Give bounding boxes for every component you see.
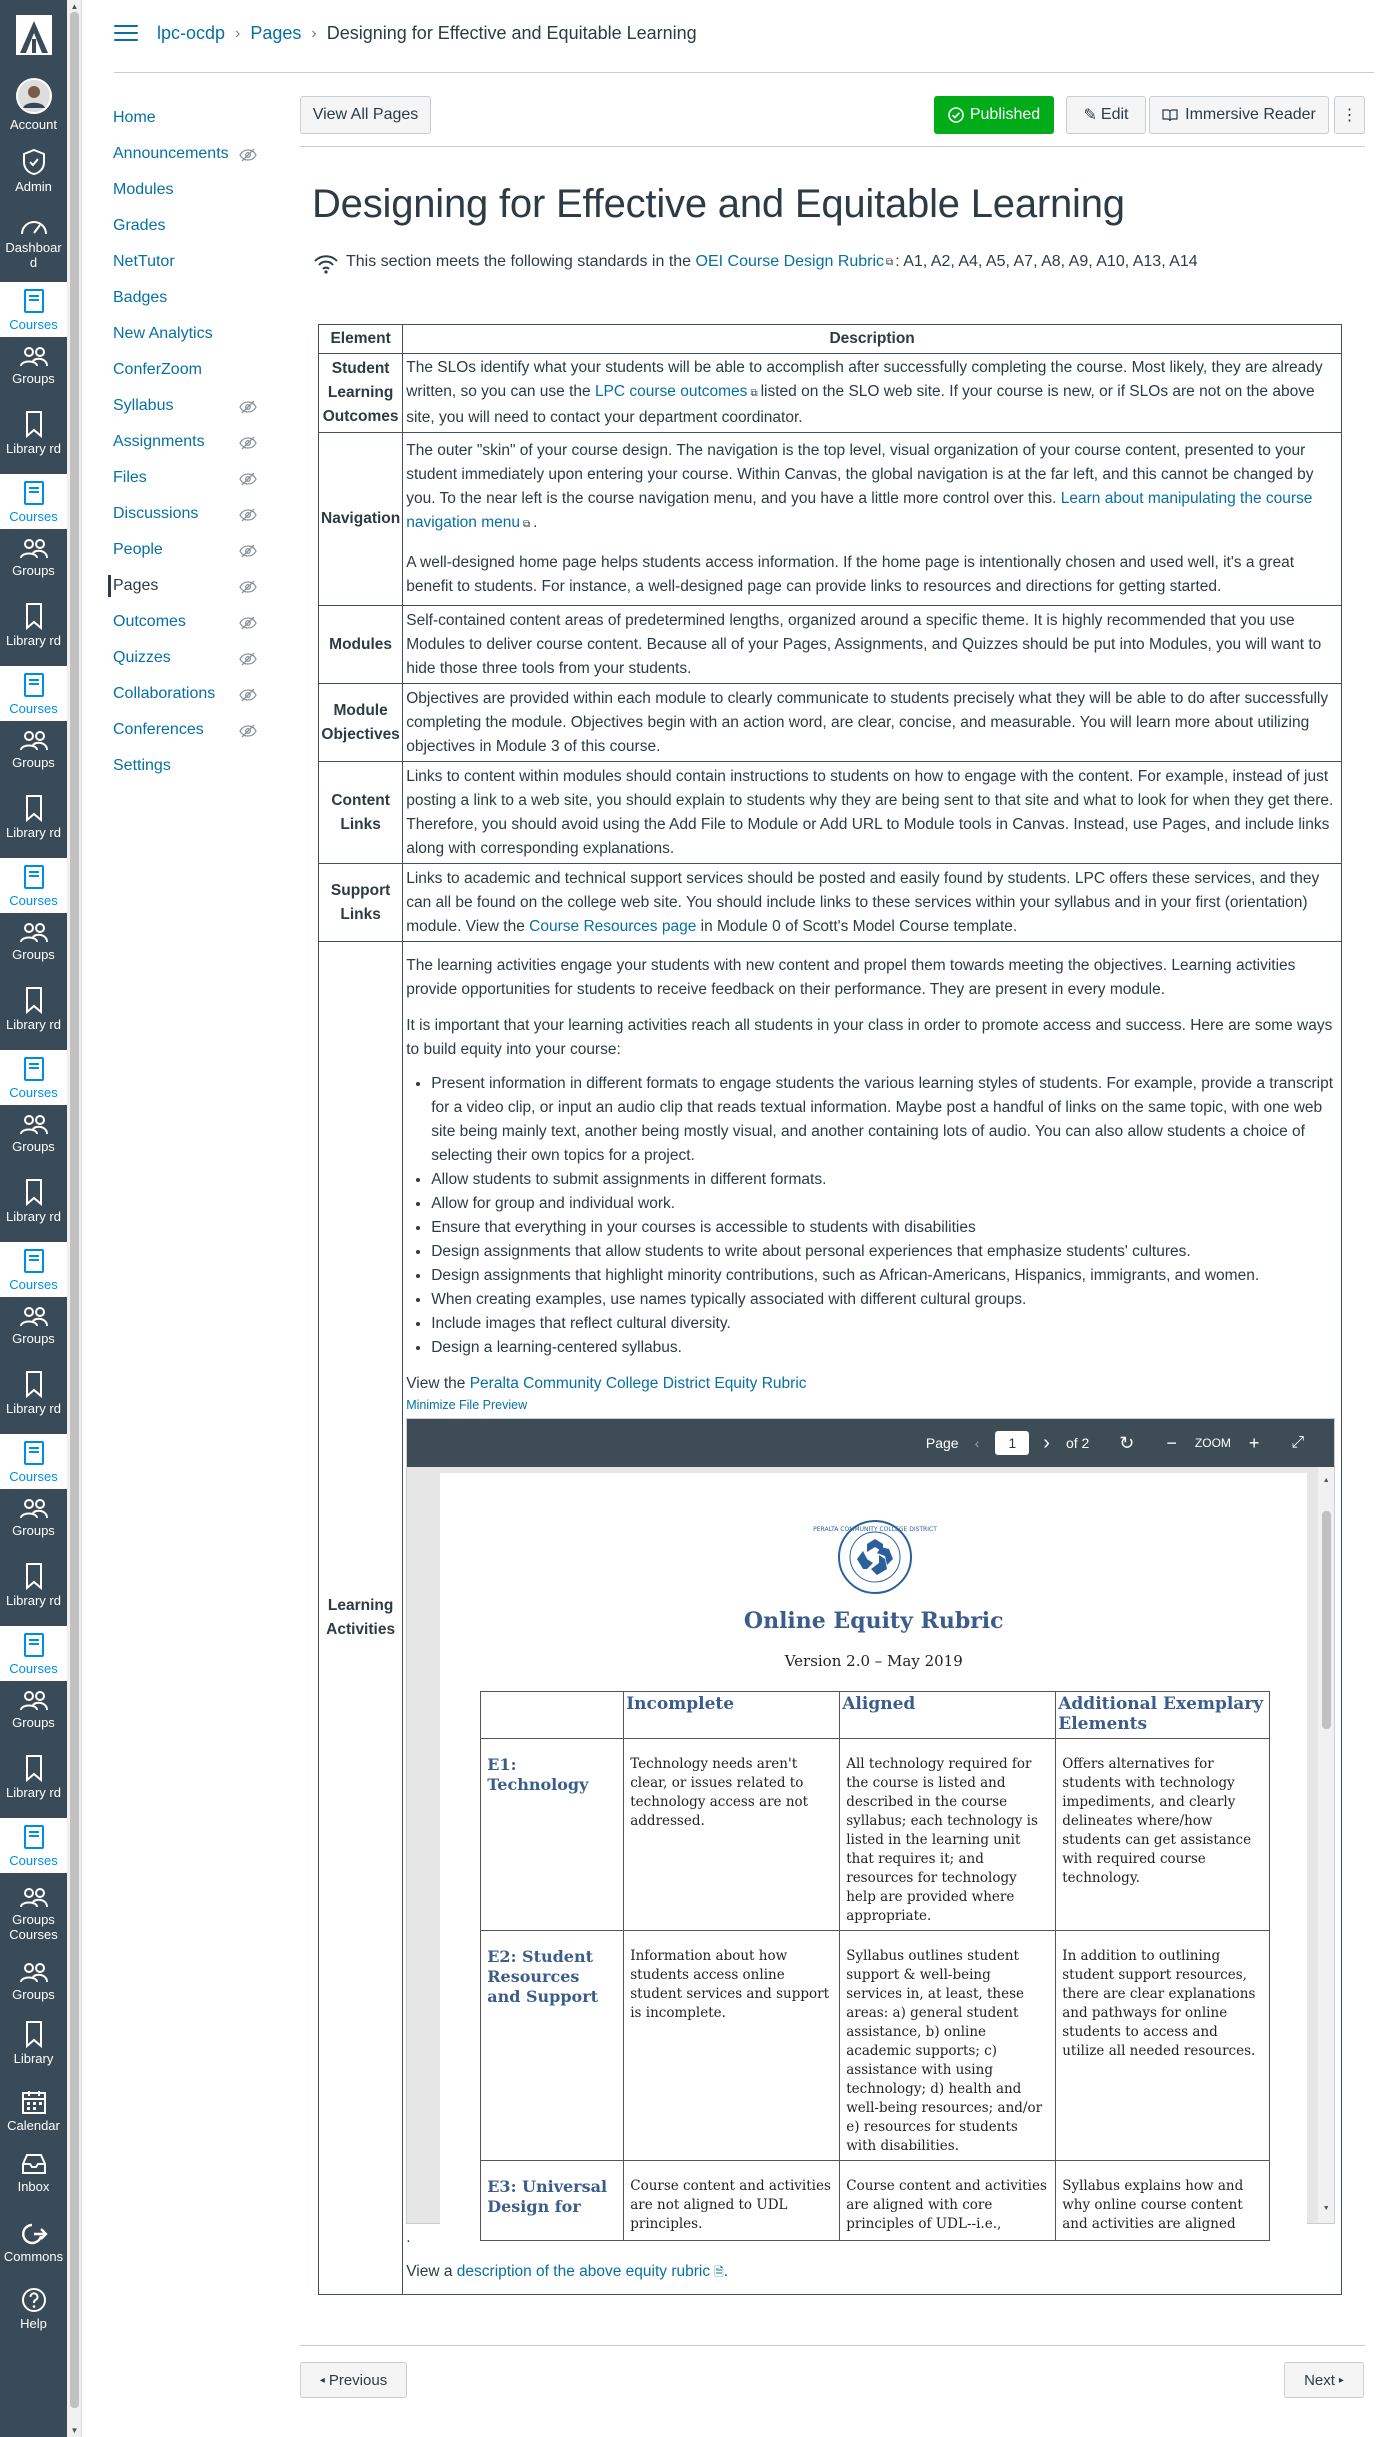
gn-groups-9[interactable]	[0, 1873, 67, 1953]
standards-note	[312, 250, 1198, 274]
gn-courses-8[interactable]	[0, 1626, 67, 1681]
rubric-header-row	[481, 1692, 1270, 1739]
global-nav-label: Courses	[9, 1660, 58, 1676]
rubric-row-header: E3: Universal Design for	[481, 2161, 624, 2241]
pdf-page	[440, 1473, 1307, 2232]
published-label: Published	[969, 106, 1041, 123]
course-nav-label: Conferences	[113, 721, 204, 738]
element-name: Content Links	[331, 791, 390, 833]
global-nav-label: Courses	[9, 1276, 58, 1292]
commons-arrow-icon	[20, 2222, 48, 2246]
global-nav-label: Library rd	[6, 441, 61, 456]
element-description: The outer "skin" of your course design. The navigation is the top level, visual organization of your course content, presented to your student immediately upon entering your course. Within Canvas, the global navigation is at the far left, and this cannot be changed by you. To the near left is the course navigation menu, and you have a little more control over this. Learn about manipulating the course navigation menu ⧉ . A well-designed home page helps students access information. If the home page is intentionally chosen and used well, it's a great benefit to students. For instance, a well-designed page can provide links to resources and directions for getting started.	[403, 433, 1342, 606]
element-name: Navigation	[321, 510, 401, 527]
kebab-menu-icon: ⋮	[1341, 107, 1358, 124]
list-item: • Design assignments that highlight minority contributions, such as African-Americans, Hispanics, immigrants, and women.	[431, 1264, 1338, 1288]
breadcrumb	[157, 23, 697, 44]
library-bookmark-icon	[23, 986, 45, 1014]
breadcrumb-course-link[interactable]: lpc-ocdp	[157, 23, 226, 43]
gn-library-8[interactable]	[0, 1736, 67, 1818]
global-nav-label: Help	[20, 2316, 47, 2331]
groups-people-icon	[19, 728, 49, 752]
gn-account[interactable]	[0, 70, 67, 140]
gn-courses-9[interactable]	[0, 1818, 67, 1873]
check-circle-icon	[948, 107, 964, 123]
global-nav-label: Library rd	[6, 1593, 61, 1608]
library-bookmark-icon	[23, 410, 45, 438]
global-nav-label: Library rd	[6, 825, 61, 840]
library-bookmark-icon	[23, 1178, 45, 1206]
gn-groups-7[interactable]	[0, 1489, 67, 1544]
page-count: of 2	[1065, 1435, 1090, 1451]
page-label: Page	[925, 1435, 959, 1451]
table-row	[319, 433, 1342, 606]
hidden-eye-slash-icon	[239, 676, 257, 712]
global-nav-label: Account	[10, 117, 57, 132]
global-navigation	[0, 0, 67, 2437]
zoom-label: ZOOM	[1194, 1436, 1231, 1450]
global-nav-label: Groups Courses	[9, 1911, 58, 1942]
rubric-cell: Syllabus outlines student support & well-being services in, at least, these areas: a) general student assistance, b) online academic supports; c) assistance with using technology; d) health and well-being resources; and/or e) resources for students with disabilities.	[840, 1931, 1056, 2161]
course-nav-label: Discussions	[113, 505, 199, 522]
global-nav-label: Inbox	[17, 2179, 50, 2194]
oei-rubric-link[interactable]: OEI Course Design Rubric	[695, 253, 885, 270]
element-description: Links to academic and technical support services should be posted and easily found by students. LPC offers these services, and they can all be found on the college web site. You should include links to these services within your syllabus and in your first (orientation) module. View the Course Resources page in Module 0 of Scott's Model Course template.	[403, 864, 1342, 942]
page-scrollbar[interactable]: ▲ ▼	[67, 0, 82, 2437]
course-nav-label: NetTutor	[113, 253, 175, 270]
header-divider	[114, 72, 1374, 73]
hidden-eye-slash-icon	[239, 460, 257, 496]
course-nav-label: Quizzes	[113, 649, 171, 666]
global-nav-label: Library rd	[6, 633, 61, 648]
course-nav-label: Modules	[113, 181, 174, 198]
course-nav-pages[interactable]	[113, 568, 268, 604]
previous-page-icon[interactable]: ‹	[974, 1435, 980, 1451]
list-item: • Ensure that everything in your courses is accessible to students with disabilities	[431, 1216, 1338, 1240]
gn-groups-4[interactable]	[0, 913, 67, 968]
page-number-input[interactable]: 1	[995, 1431, 1029, 1455]
gn-library-2[interactable]	[0, 584, 67, 666]
page-title: Designing for Effective and Equitable Learning	[312, 182, 1125, 226]
design-elements-table	[318, 324, 1342, 2295]
course-nav-modules[interactable]	[113, 172, 268, 208]
groups-people-icon	[19, 1304, 49, 1328]
course-nav-label: Files	[113, 469, 147, 486]
rubric-cell: All technology required for the course is listed and described in the course syllabus; each technology is listed in the learning unit that requires it; and resources for technology help are provided where appropriate.	[840, 1739, 1056, 1931]
global-nav-label: Library rd	[6, 1401, 61, 1416]
rubric-row	[481, 1739, 1270, 1931]
global-nav-label: Groups	[12, 1522, 55, 1538]
global-nav-label: Library rd	[6, 1209, 61, 1224]
global-nav-label: Library	[13, 2051, 54, 2066]
gn-courses-6[interactable]	[0, 1242, 67, 1297]
course-nav-label: ConferZoom	[113, 361, 202, 378]
document-icon: 🗎	[714, 2265, 724, 2279]
rubric-table	[480, 1691, 1270, 2241]
external-link-icon: ⧉	[886, 256, 894, 268]
account-avatar-icon	[16, 78, 52, 114]
hidden-eye-slash-icon	[239, 532, 257, 568]
hidden-eye-slash-icon	[239, 568, 257, 604]
gn-library-1[interactable]	[0, 392, 67, 474]
groups-people-icon	[19, 1885, 49, 1909]
global-nav-label: Groups	[12, 370, 55, 386]
rubric-cell: Information about how students access online student services and support is incomplete.	[624, 1931, 840, 2161]
groups-people-icon	[19, 1496, 49, 1520]
course-nav-syllabus[interactable]	[113, 388, 268, 424]
global-nav-label: Courses	[9, 700, 58, 716]
library-bookmark-icon	[23, 1754, 45, 1782]
next-button[interactable]	[1284, 2362, 1364, 2398]
immersive-reader-button[interactable]	[1149, 96, 1329, 134]
gn-commons[interactable]	[0, 2203, 67, 2283]
global-nav-label: Groups	[12, 1330, 55, 1346]
immersive-reader-icon	[1162, 108, 1178, 122]
inbox-icon	[21, 2152, 47, 2176]
course-nav-label: Announcements	[113, 145, 229, 162]
global-nav-label: Library rd	[6, 1017, 61, 1032]
course-nav-label: Home	[113, 109, 156, 126]
rubric-row-header: E2: Student Resources and Support	[481, 1931, 624, 2161]
rubric-cell: Syllabus explains how and why online course content and activities are aligned	[1056, 2161, 1270, 2241]
equity-tips-list	[431, 1072, 1338, 1360]
footer-divider	[300, 2345, 1365, 2346]
table-row	[319, 606, 1342, 684]
table-row	[319, 684, 1342, 762]
breadcrumb-separator: ›	[235, 24, 241, 42]
rubric-cell: Technology needs aren't clear, or issues related to technology access are not addressed.	[624, 1739, 840, 1931]
element-name: Learning Activities	[326, 1597, 396, 1638]
rubric-cell: Course content and activities are aligned with core principles of UDL--i.e.,	[840, 2161, 1056, 2241]
element-name: Module Objectives	[321, 701, 400, 743]
groups-people-icon	[19, 536, 49, 560]
rubric-title: Online Equity Rubric	[743, 1608, 1004, 1634]
global-nav-label: Courses	[9, 1468, 58, 1484]
global-nav-label: Courses	[9, 316, 58, 332]
gn-groups-6[interactable]	[0, 1297, 67, 1352]
gn-courses-5[interactable]	[0, 1050, 67, 1105]
gn-groups-8[interactable]	[0, 1681, 67, 1736]
rubric-col-header: Additional Exemplary Elements	[1056, 1692, 1270, 1739]
courses-book-icon	[22, 864, 46, 890]
library-bookmark-icon	[23, 1370, 45, 1398]
course-nav-quizzes[interactable]	[113, 640, 268, 676]
course-nav-label: Outcomes	[113, 613, 186, 630]
next-page-icon[interactable]: ›	[1043, 1432, 1050, 1454]
course-nav-home[interactable]	[113, 100, 268, 136]
global-nav-label: Courses	[9, 892, 58, 908]
rubric-cell: In addition to outlining student support resources, there are clear explanations and pathways for online students to access and utilize all needed resources.	[1056, 1931, 1270, 2161]
course-nav-new-analytics[interactable]	[113, 316, 268, 352]
gn-groups-3[interactable]	[0, 721, 67, 776]
gn-groups-1[interactable]	[0, 337, 67, 392]
library-bookmark-icon	[23, 1562, 45, 1590]
rubric-col-header	[481, 1692, 624, 1739]
course-nav-outcomes[interactable]	[113, 604, 268, 640]
learning-activities-intro: The learning activities engage your students with new content and propel them towards meeting the objectives. Learning activities provide opportunities for students to receive feedback on their performance. They are present in every module.	[406, 957, 1296, 998]
gn-courses-3[interactable]	[0, 666, 67, 721]
global-nav-label: Courses	[9, 1084, 58, 1100]
gn-courses-4[interactable]	[0, 858, 67, 913]
column-header-element: Element	[319, 325, 403, 354]
element-name: Modules	[329, 635, 393, 653]
immersive-reader-label: Immersive Reader	[1185, 106, 1316, 123]
global-nav-label: Groups	[12, 754, 55, 770]
rubric-col-header: Aligned	[840, 1692, 1056, 1739]
rubric-row	[481, 2161, 1270, 2241]
courses-book-icon	[22, 1824, 46, 1850]
pdf-viewport[interactable]	[407, 1467, 1334, 2232]
course-nav-label: Settings	[113, 757, 171, 774]
published-button[interactable]	[934, 96, 1054, 134]
course-navigation-link[interactable]: Learn about manipulating the course navigation menu	[406, 490, 1313, 531]
equity-intro: It is important that your learning activities reach all students in your class in order to promote access and success. Here are some ways to build equity into your course:	[406, 1017, 1333, 1058]
courses-book-icon	[22, 1632, 46, 1658]
global-nav-label: Groups	[12, 1714, 55, 1730]
previous-button[interactable]	[300, 2362, 407, 2398]
standards-badge-icon	[312, 250, 340, 274]
rubric-row-header: E1: Technology	[481, 1739, 624, 1931]
global-nav-label: Groups	[12, 1986, 55, 2002]
list-item: • Include images that reflect cultural diversity.	[431, 1312, 1338, 1336]
gn-library-3[interactable]	[0, 776, 67, 858]
groups-people-icon	[19, 1112, 49, 1136]
stray-period: .	[406, 2229, 411, 2246]
view-all-pages-button[interactable]	[300, 96, 431, 134]
global-nav-label: Groups	[12, 1138, 55, 1154]
rotate-icon[interactable]: ↻	[1119, 1433, 1135, 1453]
page-header	[82, 0, 1388, 72]
hidden-eye-slash-icon	[239, 388, 257, 424]
global-nav-label: Commons	[3, 2249, 64, 2264]
groups-people-icon	[19, 344, 49, 368]
list-item: • Allow students to submit assignments in different formats.	[431, 1168, 1338, 1192]
dashboard-speedometer-icon	[19, 215, 49, 237]
caret-left-icon: ◂	[319, 2374, 325, 2386]
course-nav-label: Syllabus	[113, 397, 174, 414]
hidden-eye-slash-icon	[239, 604, 257, 640]
element-description: The SLOs identify what your students will be able to accomplish after successfully completing the course. Most likely, they are already written, so you can use the LPC course outcomes ⧉ listed on the SLO web site. If your course is new, or if SLOs are not on the above site, you will need to contact your department coordinator.	[403, 354, 1342, 433]
column-header-description: Description	[403, 325, 1342, 354]
course-nav-settings[interactable]	[113, 748, 268, 784]
element-name: Student Learning Outcomes	[322, 360, 399, 425]
standards-suffix: : A1, A2, A4, A5, A7, A8, A9, A10, A13, A14	[895, 253, 1198, 270]
course-nav-discussions[interactable]	[113, 496, 268, 532]
courses-book-icon	[22, 1248, 46, 1274]
element-description: Links to content within modules should contain instructions to students on how to engage with the content. For example, instead of just posting a link to a web site, you should explain to students why they are being sent to that site and what to look for when they get there. Therefore, you should avoid using the Add File to Module or Add URL to Module tools in Canvas. Instead, use Pages, and include links along with corresponding explanations.	[403, 762, 1342, 864]
global-nav-label: Courses	[9, 508, 58, 524]
element-description: Self-contained content areas of predetermined lengths, organized around a specific theme. It is highly recommended that you use Modules to deliver course content. Because all of your Pages, Assignments, and Quizzes should be put into Modules, you will want to hide those three tools from your students.	[403, 606, 1342, 684]
gn-admin[interactable]	[0, 140, 67, 202]
institution-logo-icon	[12, 9, 56, 59]
groups-people-icon	[19, 1688, 49, 1712]
hamburger-menu-icon[interactable]	[114, 25, 138, 43]
course-nav-announcements[interactable]	[113, 136, 268, 172]
course-resources-link[interactable]: Course Resources page	[529, 917, 697, 935]
list-item: • When creating examples, use names typically associated with different cultural groups.	[431, 1288, 1338, 1312]
groups-people-icon	[19, 920, 49, 944]
rubric-cell: Course content and activities are not aligned to UDL principles.	[624, 2161, 840, 2241]
hidden-eye-slash-icon	[239, 640, 257, 676]
external-link-icon: ⧉	[750, 388, 758, 399]
course-nav-label: Grades	[113, 217, 166, 234]
list-item: • Allow for group and individual work.	[431, 1192, 1338, 1216]
courses-book-icon	[22, 480, 46, 506]
previous-label: Previous	[328, 2371, 388, 2389]
rubric-cell: Offers alternatives for students with technology impediments, and clearly delineates where/how students can get assistance with required course technology.	[1056, 1739, 1270, 1931]
pdf-toolbar	[407, 1419, 1334, 1467]
next-label: Next	[1304, 2371, 1335, 2389]
course-nav-files[interactable]	[113, 460, 268, 496]
list-item: • Design assignments that allow students to write about personal experiences that emphasize students' cultures.	[431, 1240, 1338, 1264]
library-bookmark-icon	[23, 602, 45, 630]
groups-people-icon	[19, 1960, 49, 1984]
edit-button[interactable]	[1066, 96, 1146, 134]
gn-groups-10[interactable]	[0, 1953, 67, 2008]
course-nav-grades[interactable]	[113, 208, 268, 244]
zoom-in-icon[interactable]: +	[1248, 1433, 1260, 1453]
courses-book-icon	[22, 1440, 46, 1466]
toolbar-divider	[300, 146, 1365, 147]
course-nav-assignments[interactable]	[113, 424, 268, 460]
help-icon	[21, 2287, 47, 2313]
breadcrumb-current: Designing for Effective and Equitable Learning	[326, 23, 697, 43]
pdf-scrollbar[interactable]: ▲ ▼	[1318, 1467, 1334, 2223]
element-description: Objectives are provided within each module to clearly communicate to students precisely what they will be able to do after successfully completing the module. Objectives begin with an action word, are clear, concise, and measurable. You will learn more about utilizing objectives in Module 3 of this course.	[403, 684, 1342, 762]
fullscreen-icon[interactable]: ⤢	[1291, 1434, 1305, 1451]
external-link-icon: ⧉	[522, 519, 531, 530]
admin-shield-icon	[21, 148, 47, 176]
courses-book-icon	[22, 1056, 46, 1082]
gn-inbox[interactable]	[0, 2143, 67, 2203]
svg-text:PERALTA COMMUNITY COLLEGE DIST: PERALTA COMMUNITY COLLEGE DISTRICT	[813, 1526, 938, 1533]
caret-right-icon: ▸	[1338, 2374, 1344, 2386]
list-item: • Present information in different formats to engage students the various learning styles of students. For example, provide a transcript for a video clip, or input an audio clip that reads textual information. Maybe post a handful of links on the same topic, with one web site being mainly text, another being mostly visual, and another containing lots of audio. You can also allow students a choice of selecting their own topics for a project.	[431, 1072, 1338, 1168]
pdf-preview	[406, 1418, 1335, 2232]
rubric-row	[481, 1931, 1270, 2161]
global-nav-label: Calendar	[7, 2117, 60, 2133]
course-nav-label: Collaborations	[113, 685, 216, 702]
hidden-eye-slash-icon	[239, 136, 257, 172]
course-nav-label: Badges	[113, 289, 168, 306]
gn-library-9[interactable]	[0, 2008, 67, 2078]
view-all-pages-label: View All Pages	[312, 106, 419, 123]
course-nav-label: Pages	[113, 577, 159, 594]
element-name: Support Links	[330, 881, 391, 923]
gn-groups-5[interactable]	[0, 1105, 67, 1160]
global-nav-label: Groups	[12, 562, 55, 578]
gn-groups-2[interactable]	[0, 529, 67, 584]
gn-library-5[interactable]	[0, 1160, 67, 1242]
hidden-eye-slash-icon	[239, 712, 257, 748]
table-row	[319, 864, 1342, 942]
course-nav-conferzoom[interactable]	[113, 352, 268, 388]
hidden-eye-slash-icon	[239, 424, 257, 460]
breadcrumb-pages-link[interactable]: Pages	[250, 23, 302, 43]
global-nav-label: Library rd	[6, 1785, 61, 1800]
gn-logo[interactable]	[0, 0, 67, 70]
rubric-version: Version 2.0 – May 2019	[784, 1652, 963, 1670]
gn-dashboard[interactable]	[0, 202, 67, 282]
course-nav-nettutor[interactable]	[113, 244, 268, 280]
equity-rubric-link[interactable]: Peralta Community College District Equity Rubric	[469, 1375, 807, 1392]
global-nav-label: Courses	[9, 1852, 58, 1868]
gn-library-4[interactable]	[0, 968, 67, 1050]
element-description: The learning activities engage your students with new content and propel them towards meeting the objectives. Learning activities provide opportunities for students to receive feedback on their performance. They are present in every module. It is important that your learning activities reach all students in your class in order to promote access and success. Here are some ways to build equity into your course: • Present information in different formats to engage students the various learning styles of students. For example, provide a transcript for a video clip, or input an audio clip that reads textual information. Maybe post a handful of links on the same topic, with one web site being mainly text, another being mostly visual, and another containing lots of audio. You can also allow students a choice of selecting their own topics for a project. • Allow students to submit assignments in different formats. • Allow for group and individual work. • Ensure that everything in your courses is accessible to students with disabilities • Design assignments that allow students to write about personal experiences that emphasize students' cultures. • Design assignments that highlight minority contributions, such as African-Americans, Hispanics, immigrants, and women. • When creating examples, use names typically associated with different cultural groups. • Include images that reflect cultural diversity. • Design a learning-centered syllabus. View the Peralta Community College District Equity Rubric Minimize File Preview Page ‹ 1 › of 2 ↻ − ZOOM + ⤢ PERALTA COMMUNITY COLLEGE DISTRICT Online Equity Rubric Version 2.0 – May 2019 Incomplete Aligned Additional Exemplary Elements E1: Technology Technology needs aren't clear, or issues related to technology access are not addressed. All technology required for the course is listed and described in the course syllabus; each technology is listed in the learning unit that requires it; and resources for technology help are provided where appropriate. Offers alternatives for students with technology impediments, and clearly delineates where/how students can get assistance with required course technology. E2: Student Resources and Support Information about how students access online student services and support is incomplete. Syllabus outlines student support & well-being services in, at least, these areas: a) general student assistance, b) online academic supports; c) assistance with using technology; d) health and well-being resources; and/or e) resources for students with disabilities. In addition to outlining student support resources, there are clear explanations and pathways for online students to access and utilize all needed resources. E3: Universal Design for Course content and activities are not aligned to UDL principles. Course content and activities are aligned with core principles of UDL--i.e., Syllabus explains how and why online course content and activities are aligned ▲ ▼ . View a description of the above equity rubric 🗎.	[403, 942, 1342, 2295]
gn-courses-2[interactable]	[0, 474, 67, 529]
rubric-description-link[interactable]: description of the above equity rubric	[456, 2263, 711, 2280]
courses-book-icon	[22, 672, 46, 698]
global-nav-label: Dashboard	[5, 239, 62, 270]
list-item: • Design a learning-centered syllabus.	[431, 1336, 1338, 1360]
gn-help[interactable]	[0, 2283, 67, 2335]
standards-prefix: This section meets the following standards in the	[346, 253, 692, 270]
course-navigation	[113, 100, 268, 784]
minimize-file-preview-link[interactable]: Minimize File Preview	[406, 1398, 528, 1412]
rubric-col-header: Incomplete	[624, 1692, 840, 1739]
table-header-row	[319, 325, 1342, 354]
table-row	[319, 942, 1342, 2295]
edit-label: Edit	[1100, 106, 1129, 123]
hidden-eye-slash-icon	[239, 496, 257, 532]
global-nav-label: Admin	[15, 179, 52, 194]
gn-courses-1[interactable]	[0, 282, 67, 337]
peralta-seal-logo	[813, 1519, 938, 1595]
gn-library-6[interactable]	[0, 1352, 67, 1434]
course-nav-people[interactable]	[113, 532, 268, 568]
lpc-course-outcomes-link[interactable]: LPC course outcomes	[594, 383, 748, 400]
course-nav-label: People	[113, 541, 163, 558]
zoom-out-icon[interactable]: −	[1166, 1433, 1177, 1453]
breadcrumb-separator: ›	[311, 24, 317, 42]
pencil-icon: ✎	[1083, 107, 1097, 124]
global-nav-label: Groups	[12, 946, 55, 962]
more-options-button[interactable]	[1334, 96, 1365, 134]
gn-courses-7[interactable]	[0, 1434, 67, 1489]
course-nav-conferences[interactable]	[113, 712, 268, 748]
course-nav-label: New Analytics	[113, 325, 213, 342]
gn-library-7[interactable]	[0, 1544, 67, 1626]
courses-book-icon	[22, 288, 46, 314]
library-bookmark-icon	[23, 2020, 45, 2048]
table-row	[319, 354, 1342, 433]
library-bookmark-icon	[23, 794, 45, 822]
course-nav-badges[interactable]	[113, 280, 268, 316]
table-row	[319, 762, 1342, 864]
calendar-icon	[21, 2089, 47, 2115]
course-nav-label: Assignments	[113, 433, 205, 450]
course-nav-collaborations[interactable]	[113, 676, 268, 712]
gn-calendar[interactable]	[0, 2078, 67, 2143]
